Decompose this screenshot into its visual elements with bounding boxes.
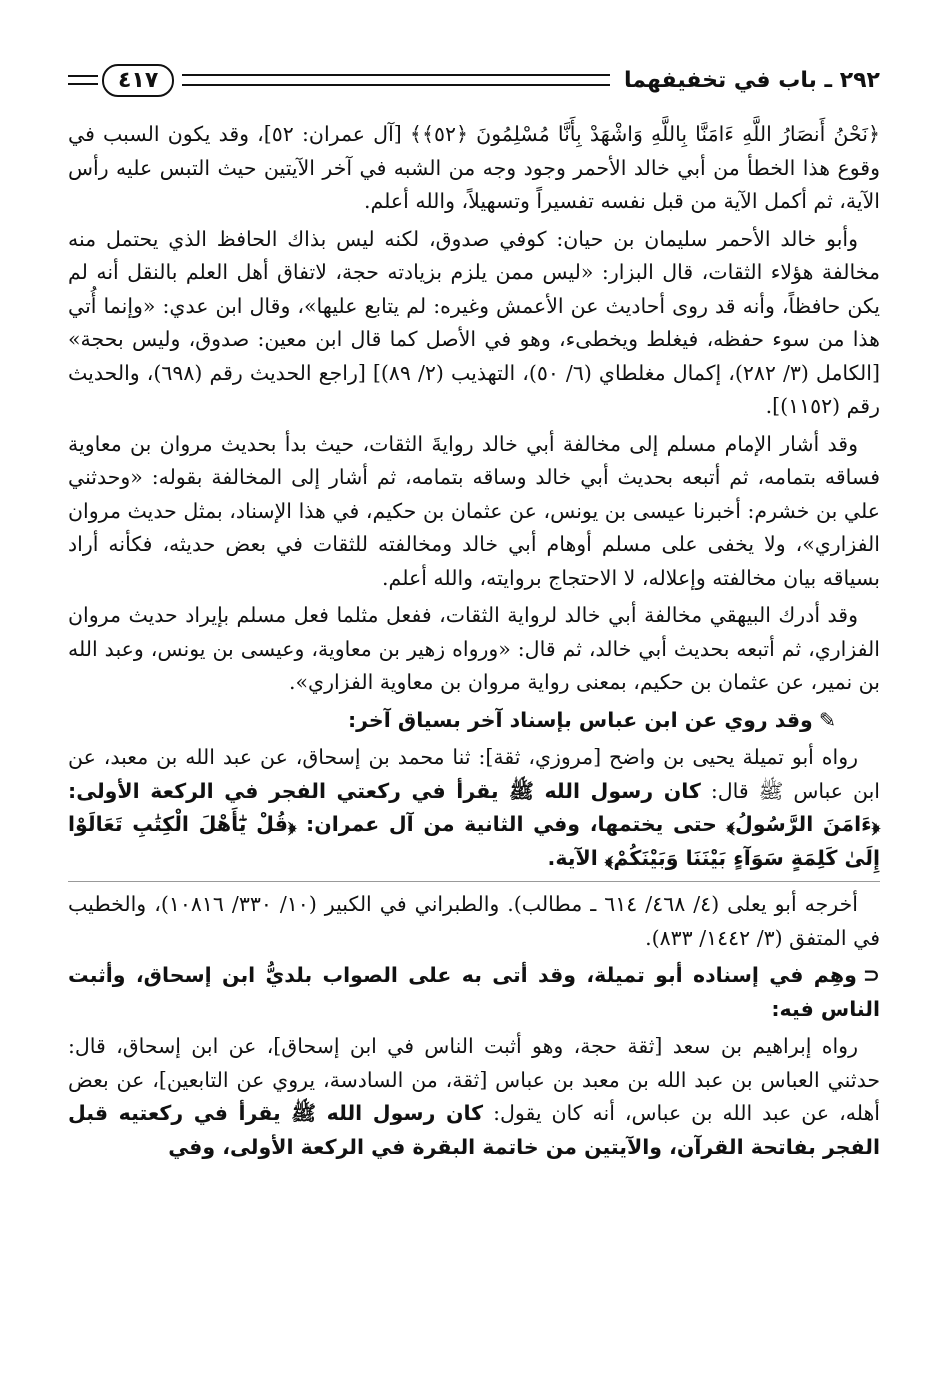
header-rule <box>182 74 610 86</box>
paragraph <box>68 1030 880 1164</box>
chapter-title: ٢٩٢ ـ باب في تخفيفهما <box>623 67 880 93</box>
subheading-text: وقد روي عن ابن عباس بإسناد آخر بسياق آخر: <box>347 707 813 732</box>
hadith-text: كان رسول الله ﷺ يقرأ في ركعتيه قبل الفجر بفاتحة القرآن، والآيتين من خاتمة البقرة في الركعة الأولى، وفي <box>68 1101 880 1159</box>
page-number: ٤١٧ <box>102 64 174 97</box>
hadith-text: كان رسول الله ﷺ يقرأ في ركعتي الفجر في الركعة الأولى: ﴿ءَامَنَ الرَّسُولُ﴾ حتى يختمها، وفي الثانية من آل عمران: ﴿قُلْ يَٰٓأَهْلَ الْكِتَٰبِ تَعَالَوْا إِلَىٰ كَلِمَةٍ سَوَآءٍ بَيْنَنَا وَبَيْنَكُمْ﴾ الآية. <box>68 778 880 870</box>
bullet-icon: ✎ <box>818 707 836 732</box>
paragraph: ﴿نَحْنُ أَنصَارُ اللَّهِ ءَامَنَّا بِاللَّهِ وَاشْهَدْ بِأَنَّا مُسْلِمُونَ ﴿٥٢﴾﴾ [آل عمران: ٥٢]، وقد يكون السبب في وقوع هذا الخطأ من أبي خالد الأحمر وجود وجه من الشبه في آخر الآيتين حيث التبس عليه رأس الآية، ثم أكمل الآية من قبل نفسه تفسيراً وتسهيلاً، والله أعلم. <box>68 122 880 213</box>
page-body <box>68 118 880 1164</box>
page-header <box>68 52 880 108</box>
paragraph-text: رواه أبو تميلة يحيى بن واضح [مروزي، ثقة]: ثنا محمد بن إسحاق، عن عبد الله بن معبد، عن ابن عباس ﷺ قال: <box>68 745 881 803</box>
paragraph: أخرجه أبو يعلى (٤/ ٤٦٨/ ٦١٤ ـ مطالب). والطبراني في الكبير (١٠/ ٣٣٠/ ١٠٨١٦)، والخطيب في المتفق (٣/ ١٤٤٢/ ٨٣٣). <box>68 892 880 950</box>
page-number-box <box>68 64 178 97</box>
book-page <box>68 52 880 1352</box>
paragraph: وأبو خالد الأحمر سليمان بن حيان: كوفي صدوق، لكنه ليس بذاك الحافظ الذي يحتمل منه مخالفة هؤلاء الثقات، قال البزار: «ليس ممن يلزم بزيادته حجة، لاتفاق أهل العلم بالنقل أنه لم يكن حافظاً، وأنه قد روى أحاديث عن الأعمش وغيره: لم يتابع عليها»، وقال ابن عدي: «وإنما أُتي هذا من سوء حفظه، فيغلط ويخطىء، وهو في الأصل كما قال ابن معين: صدوق، وليس بحجة» [الكامل (٣/ ٢٨٢)، إكمال مغلطاي (٦/ ٥٠)، التهذيب (٢/ ٨٩)] [راجع الحديث رقم (٦٩٨)، والحديث رقم (١١٥٢)]. <box>68 226 880 418</box>
subheading <box>68 959 880 1026</box>
paragraph-text: رواه إبراهيم بن سعد [ثقة حجة، وهو أثبت الناس في ابن إسحاق]، عن ابن إسحاق، قال: حدثني العباس بن عبد الله بن معبد بن عباس [ثقة، من السادسة، يروي عن التابعين]، عن بعض أهله، عن عبد الله بن عباس، أنه كان يقول: <box>68 1034 880 1125</box>
subheading <box>68 704 880 738</box>
paragraph: وقد أشار الإمام مسلم إلى مخالفة أبي خالد روايةَ الثقات، حيث بدأ بحديث مروان بن معاوية فساقه بتمامه، ثم أتبعه بحديث أبي خالد وساقه بتمامه، ثم أشار إلى المخالفة بقوله: «وحدثني علي بن خشرم: أخبرنا عيسى بن يونس، عن عثمان بن حكيم، في هذا الإسناد، بمثل حديث مروان الفزاري»، ولا يخفى على مسلم أوهام أبي خالد ومخالفته للثقات في بعض حديثه، فكأنه أراد بسياقه بيان مخالفته وإعلاله، لا الاحتجاج بروايته، والله أعلم. <box>68 431 880 590</box>
subheading-text: وهِم في إسناده أبو تميلة، وقد أتى به على الصواب بلديُّ ابن إسحاق، وأثبت الناس فيه: <box>68 963 880 1021</box>
paragraph <box>68 741 880 875</box>
ornament-line <box>68 75 98 85</box>
bullet-icon: ⊂ <box>862 963 880 987</box>
paragraph: وقد أدرك البيهقي مخالفة أبي خالد لرواية الثقات، ففعل مثلما فعل مسلم بإيراد حديث مروان الفزاري، ثم أتبعه بحديث أبي خالد، ثم قال: «ورواه زهير بن معاوية، وعيسى بن يونس، وعبد الله بن نمير، عن عثمان بن حكيم، بمعنى رواية مروان بن معاوية الفزاري». <box>68 603 880 694</box>
divider <box>68 881 880 882</box>
